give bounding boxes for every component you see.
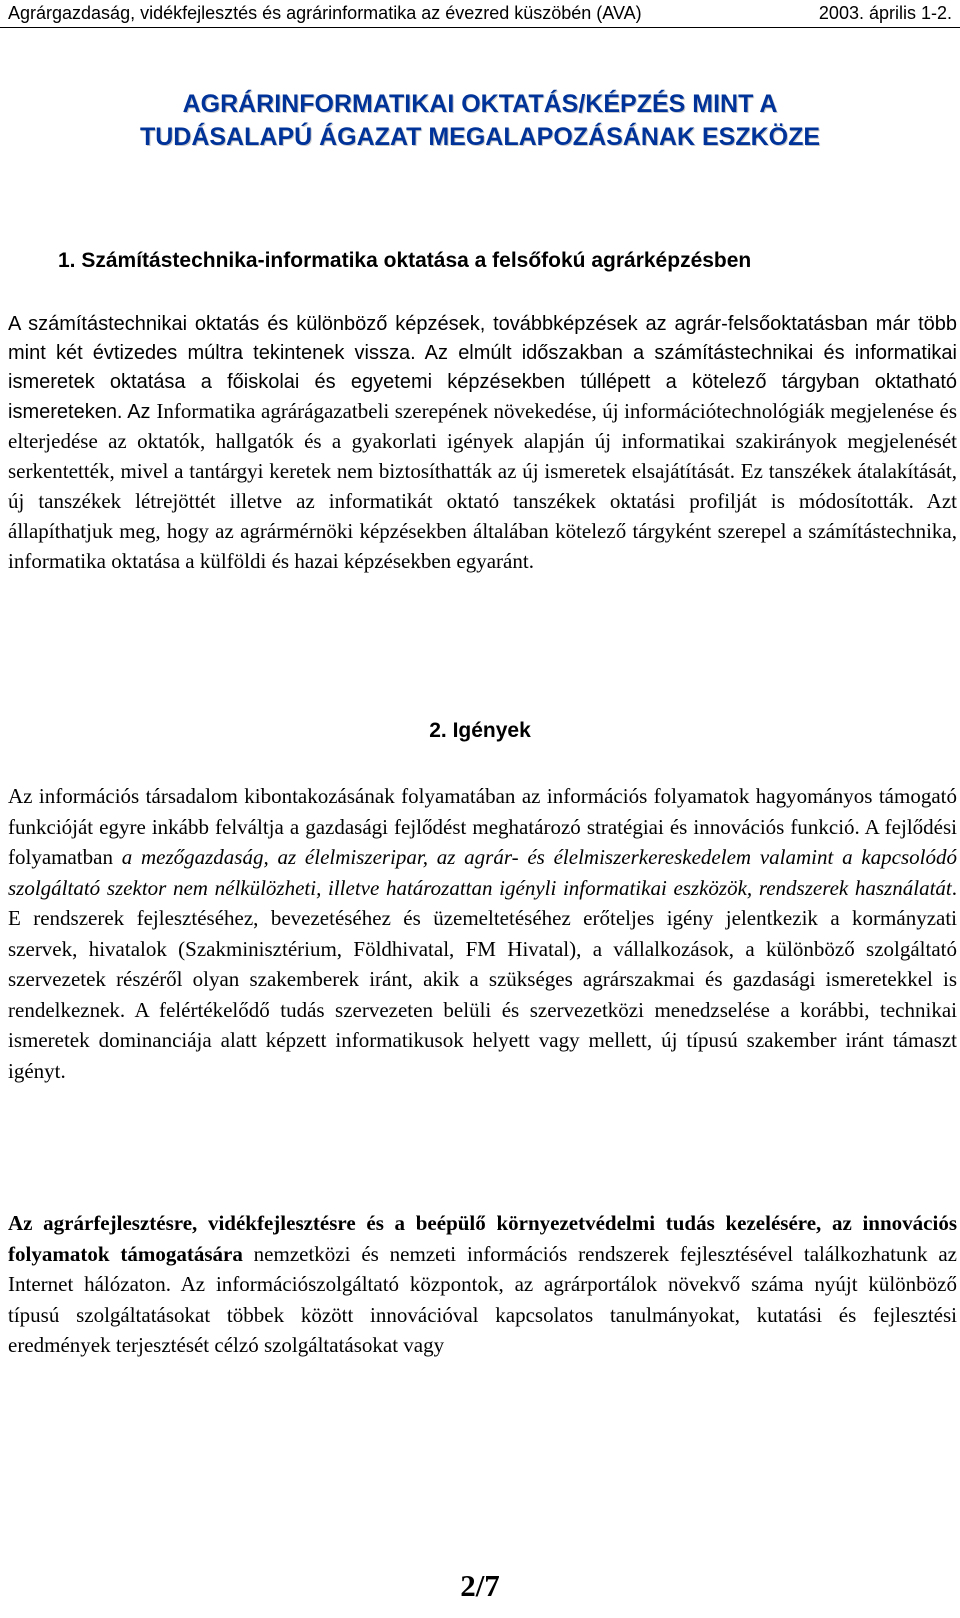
section-1-paragraph <box>8 310 957 577</box>
p2-text: nemzetközi és nemzeti információs rendszerek fejlesztésével találkozhatunk az Internet hálózaton. Az információszolgáltató központok, az agrárportálok növekvő száma nyújt különböző típusú szolgáltatásokat többek között innovációval kapcsolatos tanulmányokat, kutatási és fejlesztési eredmények terjesztését célzó szolgáltatásokat vagy <box>8 1241 958 1357</box>
header-divider <box>0 27 960 28</box>
section-1-heading: 1. Számítástechnika-informatika oktatása a felsőfokú agrárképzésben <box>58 249 752 272</box>
document-title <box>0 88 960 154</box>
section-2-paragraph-2 <box>8 1208 957 1361</box>
section-2-paragraph-1 <box>8 781 957 1086</box>
title-line-1: AGRÁRINFORMATIKAI OKTATÁS/KÉPZÉS MINT A <box>182 90 778 118</box>
title-line-2: TUDÁSALAPÚ ÁGAZAT MEGALAPOZÁSÁNAK ESZKÖZE <box>139 123 821 151</box>
p1-italic-text: a mezőgazdaság, az élelmiszeripar, az agrár- és élelmiszerkereskedelem valamint a kapcsolódó szolgáltató szektor nem nélkülözheti, illetve határozattan igényli informatikai eszközök, rendszerek használatát <box>8 845 957 900</box>
running-header <box>0 0 960 26</box>
section-1-sans-text: A számítástechnikai oktatás és különböző képzések, továbbképzések az agrár-felsőoktatásban már több mint két évtizedes múltra tekintenek vissza. Az elmúlt időszakban a számítástechnikai és informatikai ismeretek oktatása a főiskolai és egyetemi képzésekben túllépett a kötelező tárgyban oktatható ismereteken. Az <box>8 313 957 423</box>
p2-bold-text: Az agrárfejlesztésre, vidékfejlesztésre és a beépülő környezetvédelmi tudás kezelésére, az innovációs folyamatok támogatására <box>8 1211 957 1266</box>
header-date: 2003. április 1-2. <box>818 3 952 23</box>
p1-text-b: . E rendszerek fejlesztéséhez, bevezetéséhez és üzemeltetéséhez erőteljes igény jelentkezik a kormányzati szervek, hivatalok (Szakminisztérium, Földhivatal, FM Hivatal), a vállalkozások, a különböző szolgáltató szervezetek részéről olyan szakemberek iránt, akik a szükséges agrárszakmai és gazdasági ismeretekkel is rendelkeznek. A felértékelődő tudás szervezeten belüli és szervezetközi menedzselése a korábbi, technikai ismeretek dominanciája alatt képzett informatikusok helyett vagy mellett, új típusú szakember iránt támaszt igényt. <box>8 875 957 1083</box>
section-2-heading: 2. Igények <box>429 719 531 742</box>
header-left-text: Agrárgazdaság, vidékfejlesztés és agrárinformatika az évezred küszöbén (AVA) <box>8 3 642 23</box>
section-1-serif-text: Informatika agrárágazatbeli szerepének növekedése, új információtechnológiák megjelenése és elterjedése az oktatók, hallgatók és a gyakorlati igények alapján új informatikai szakirányok megjelenését serkentették, mivel a tantárgyi keretek nem biztosíthatták az új ismeretek elsajátítását. Ez tanszékek átalakítását, új tanszékek létrejöttét illetve az informatikát oktató tanszékek oktatási profilját is módosították. Azt állapíthatjuk meg, hogy az agrármérnöki képzésekben általában kötelező tárgyként szerepel a számítástechnika, informatika oktatása a külföldi és hazai képzésekben egyaránt. <box>8 399 957 573</box>
p1-text-a: Az információs társadalom kibontakozásának folyamatában az információs folyamatok hagyományos támogató funkcióját egyre inkább felváltja a gazdasági fejlődést meghatározó stratégiai és innovációs funkció. A fejlődési folyamatban <box>8 784 957 869</box>
page-number: 2/7 <box>460 1568 500 1603</box>
